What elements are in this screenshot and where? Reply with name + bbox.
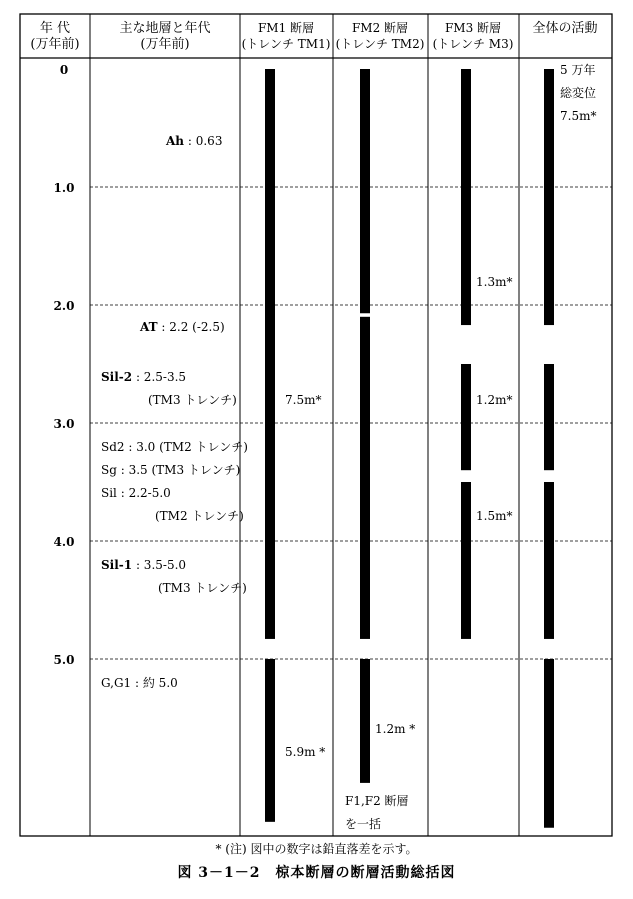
fm3-header-line2: (トレンチ M3)	[432, 37, 514, 51]
strata-sil: Sil : 2.2-5.0	[101, 486, 171, 500]
strata-at: AT : 2.2 (-2.5)	[140, 320, 225, 334]
figure-caption: 図 3－1－2 椋本断層の断層活動総括図	[177, 865, 456, 881]
strata-sil2-trench: (TM3 トレンチ)	[148, 393, 237, 407]
fm3-header-line1: FM3 断層	[444, 21, 502, 35]
fm3-label-2: 1.2m*	[476, 393, 513, 407]
strata-g-g1: G,G1 : 約 5.0	[101, 676, 178, 690]
strata-sg: Sg : 3.5 (TM3 トレンチ)	[101, 463, 241, 477]
fm2-activity-bar-3	[360, 659, 370, 783]
activity-bars	[265, 69, 554, 828]
strata-sil1-trench: (TM3 トレンチ)	[158, 581, 247, 595]
strata-ah: Ah : 0.63	[166, 134, 223, 148]
strata-sil-trench: (TM2 トレンチ)	[155, 509, 244, 523]
fm1-header-line1: FM1 断層	[257, 21, 315, 35]
strata-sd2: Sd2 : 3.0 (TM2 トレンチ)	[101, 440, 248, 454]
total-label-line2: 総変位	[560, 86, 597, 100]
fm1-activity-bar-2	[265, 659, 275, 822]
fm2-note-line1: F1,F2 断層	[345, 794, 409, 808]
total-activity-bar-4	[544, 659, 554, 828]
age-header-line2: (万年前)	[30, 37, 80, 52]
age-tick-2: 2.0	[53, 299, 75, 313]
total-activity-bar-1	[544, 69, 554, 325]
age-tick-0: 0	[59, 63, 69, 77]
fm2-note-line2: を一括	[345, 817, 382, 831]
fm3-activity-bar-2	[461, 364, 471, 470]
fm2-activity-bar-1	[360, 69, 370, 313]
fm2-header-line1: FM2 断層	[351, 21, 409, 35]
strata-sil1: Sil-1 : 3.5-5.0	[101, 558, 187, 572]
age-tick-3: 3.0	[53, 417, 75, 431]
fm3-label-1: 1.3m*	[476, 275, 513, 289]
total-activity-bar-3	[544, 482, 554, 639]
fm2-activity-bar-2	[360, 317, 370, 639]
strata-header-line1: 主な地層と年代	[119, 21, 211, 36]
fm3-activity-bar-1	[461, 69, 471, 325]
total-label-line3: 7.5m*	[560, 109, 597, 123]
strata-sil2: Sil-2 : 2.5-3.5	[101, 370, 187, 384]
age-tick-4: 4.0	[53, 535, 75, 549]
age-tick-1: 1.0	[53, 181, 75, 195]
fm2-header-line2: (トレンチ TM2)	[335, 37, 425, 51]
fm1-label-lower: 5.9m *	[285, 745, 326, 759]
age-tick-5: 5.0	[53, 653, 75, 667]
age-header-line1: 年 代	[39, 21, 71, 36]
fm1-header-line2: (トレンチ TM1)	[241, 37, 331, 51]
total-activity-bar-2	[544, 364, 554, 470]
footnote: * (注) 図中の数字は鉛直落差を示す。	[215, 842, 418, 856]
strata-header-line2: (万年前)	[140, 37, 190, 52]
fm3-label-3: 1.5m*	[476, 509, 513, 523]
fm3-activity-bar-3	[461, 482, 471, 639]
fm1-activity-bar-1	[265, 69, 275, 639]
fm1-label-upper: 7.5m*	[285, 393, 322, 407]
total-header: 全体の活動	[532, 21, 598, 36]
fm2-label-lower: 1.2m *	[375, 722, 416, 736]
total-label-line1: 5 万年	[560, 63, 596, 77]
table-frame	[20, 14, 612, 836]
